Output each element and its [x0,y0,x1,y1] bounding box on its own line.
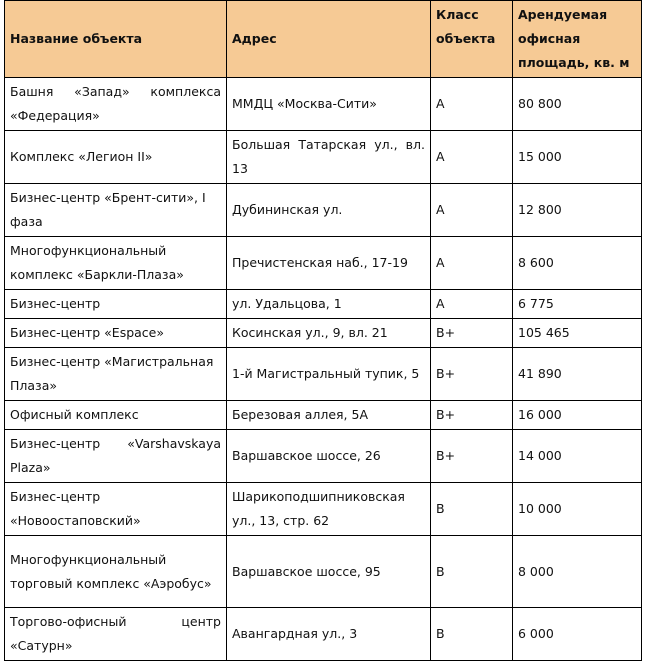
office-objects-table [4,0,642,661]
header-object-class: Класс объекта [431,1,513,78]
table-row [5,290,642,319]
address-cell: 1-й Магистральный тупик, 5 [227,348,431,401]
table-row [5,131,642,184]
object-name-cell: Бизнес-центр «Varshavskaya Plaza» [5,430,227,483]
object-name-cell: Офисный комплекс [5,401,227,430]
table-row [5,348,642,401]
object-name-cell: Бизнес-центр «Брент-сити», I фаза [5,184,227,237]
area-cell: 10 000 [513,483,642,536]
address-cell: ул. Удальцова, 1 [227,290,431,319]
class-cell: A [431,237,513,290]
address-cell: Косинская ул., 9, вл. 21 [227,319,431,348]
address-cell: Дубининская ул. [227,184,431,237]
address-cell: Авангардная ул., 3 [227,608,431,661]
class-cell: B [431,608,513,661]
area-cell: 105 465 [513,319,642,348]
table-row [5,237,642,290]
address-cell: Пречистенская наб., 17-19 [227,237,431,290]
address-cell: Варшавское шоссе, 95 [227,536,431,608]
class-cell: B [431,483,513,536]
table-row [5,401,642,430]
area-cell: 8 600 [513,237,642,290]
object-name-cell: Башня «Запад» комплекса «Федерация» [5,78,227,131]
area-cell: 12 800 [513,184,642,237]
table-row [5,319,642,348]
class-cell: B+ [431,348,513,401]
object-name-cell: Торгово-офисный центр «Сатурн» [5,608,227,661]
table-row [5,184,642,237]
area-cell: 41 890 [513,348,642,401]
class-cell: B+ [431,319,513,348]
table-row [5,536,642,608]
address-cell: ММДЦ «Москва-Сити» [227,78,431,131]
area-cell: 16 000 [513,401,642,430]
class-cell: A [431,78,513,131]
object-name-cell: Многофункциональный торговый комплекс «Аэробус» [5,536,227,608]
area-cell: 14 000 [513,430,642,483]
class-cell: A [431,131,513,184]
object-name-cell: Бизнес-центр «Новоостаповский» [5,483,227,536]
address-cell: Варшавское шоссе, 26 [227,430,431,483]
table-row [5,608,642,661]
address-cell: Березовая аллея, 5А [227,401,431,430]
object-name-cell: Бизнес-центр [5,290,227,319]
object-name-cell: Бизнес-центр «Магистральная Плаза» [5,348,227,401]
class-cell: A [431,184,513,237]
header-rental-area: Арендуемая офисная площадь, кв. м [513,1,642,78]
object-name-cell: Комплекс «Легион II» [5,131,227,184]
address-cell: Большая Татарская ул., вл. 13 [227,131,431,184]
area-cell: 80 800 [513,78,642,131]
class-cell: A [431,290,513,319]
area-cell: 8 000 [513,536,642,608]
class-cell: B+ [431,401,513,430]
object-name-cell: Многофункциональный комплекс «Баркли-Плаза» [5,237,227,290]
table-row [5,430,642,483]
area-cell: 6 775 [513,290,642,319]
area-cell: 6 000 [513,608,642,661]
header-address: Адрес [227,1,431,78]
header-row [5,1,642,78]
class-cell: B+ [431,430,513,483]
class-cell: B [431,536,513,608]
area-cell: 15 000 [513,131,642,184]
table-row [5,78,642,131]
object-name-cell: Бизнес-центр «Espace» [5,319,227,348]
address-cell: Шарикоподшипниковская ул., 13, стр. 62 [227,483,431,536]
table-row [5,483,642,536]
header-object-name: Название объекта [5,1,227,78]
